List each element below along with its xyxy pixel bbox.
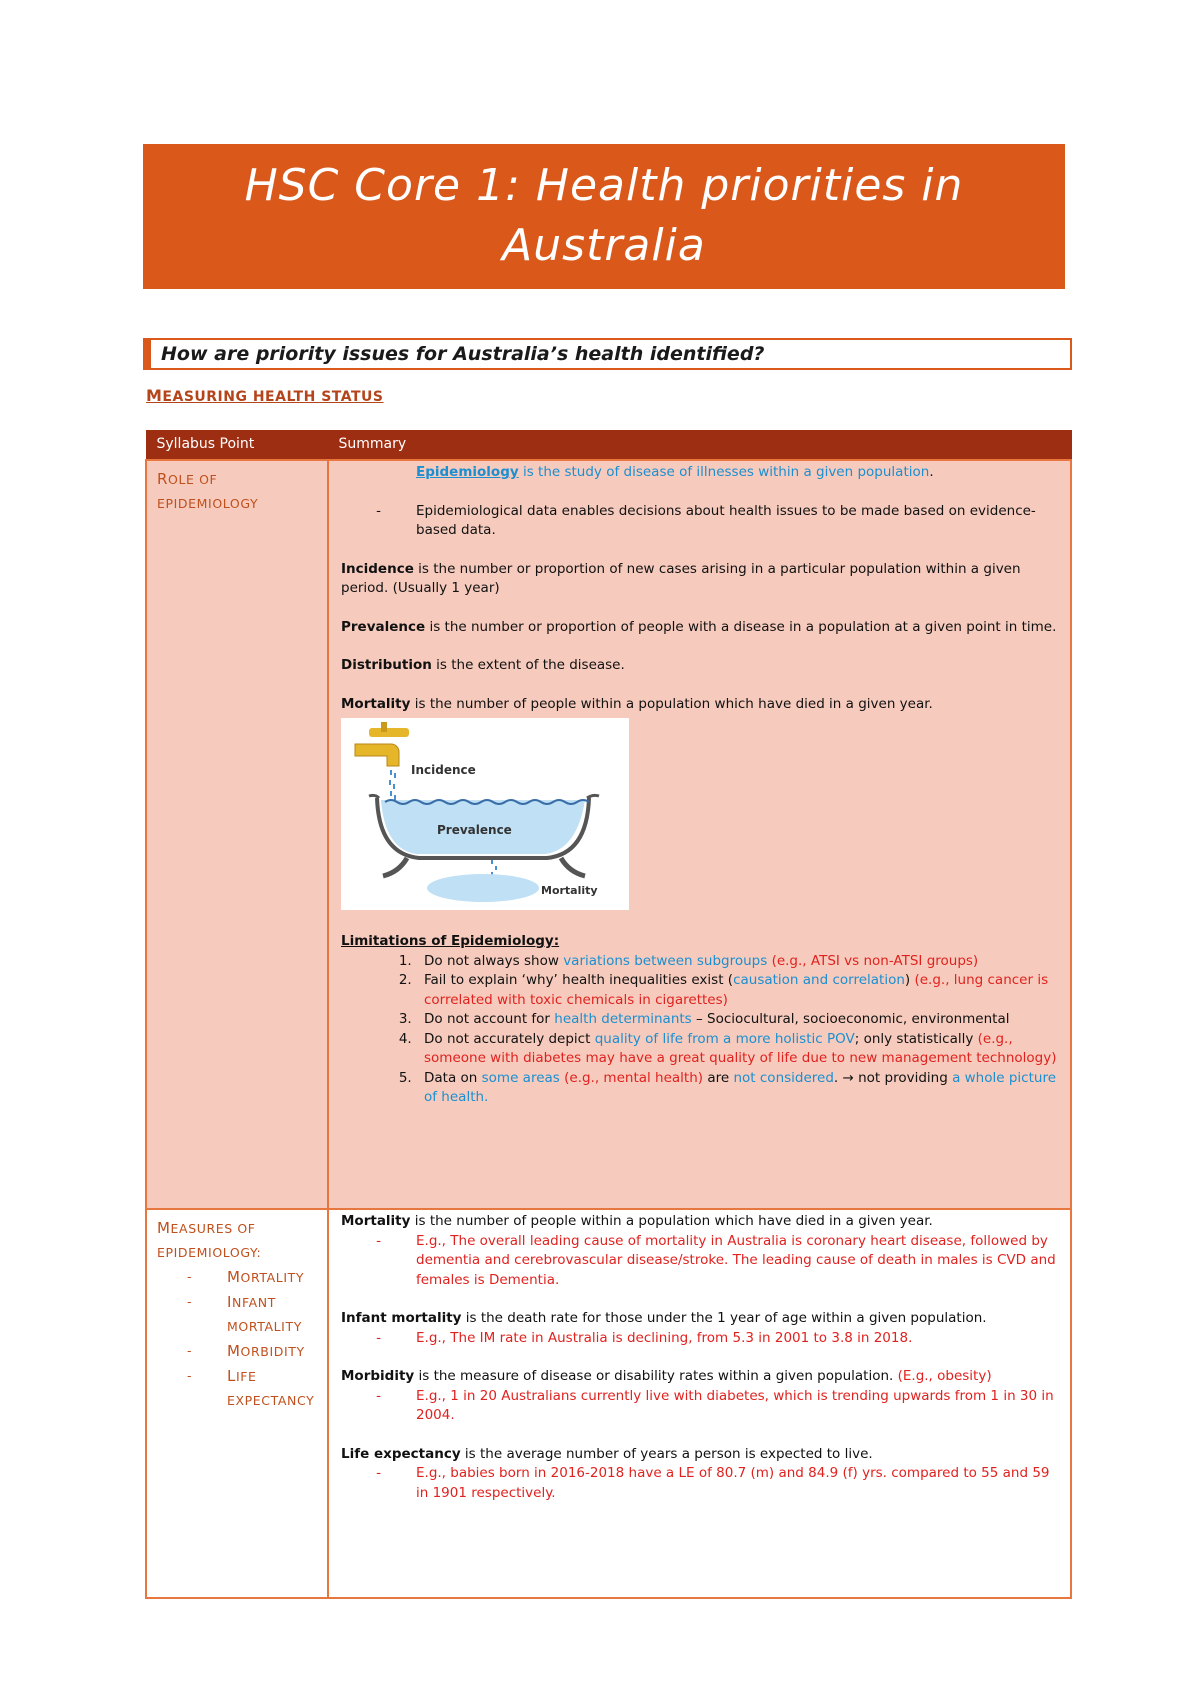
infant-mortality-definition <box>341 1309 1060 1329</box>
item-text: IFE EXPECTANCY <box>227 1369 315 1408</box>
term-life-expectancy: Life expectancy <box>341 1445 461 1462</box>
syllabus-cell-role <box>146 460 328 1209</box>
lim-text: Do not accurately depict <box>424 1030 595 1047</box>
section-question: How are priority issues for Australia’s health identified? <box>143 338 1072 370</box>
dash-text: Epidemiological data enables decisions about health issues to be made based on evidence-based data. <box>416 502 1036 538</box>
list-item <box>416 1069 1060 1108</box>
measures-list <box>157 1265 317 1413</box>
dash-item: - E.g., 1 in 20 Australians currently live with diabetes, which is trending upwards from 1 in 30 in 2004. <box>341 1387 1060 1426</box>
term-mortality: Mortality <box>341 695 411 712</box>
bathtub-diagram <box>341 718 629 910</box>
epidemiology-definition <box>341 463 1060 483</box>
syllabus-initial: R <box>157 470 169 488</box>
item-initial: M <box>227 1342 241 1360</box>
syllabus-text: EASURES OF <box>170 1221 256 1236</box>
lim-example: (e.g., mental health) <box>559 1069 704 1086</box>
lim-text: Do not always show <box>424 952 564 969</box>
term-epidemiology: Epidemiology <box>416 464 519 480</box>
lim-highlight: variations between subgroups <box>563 952 768 969</box>
distribution-definition <box>341 656 1060 676</box>
term-distribution: Distribution <box>341 657 432 673</box>
dash-item: - E.g., The overall leading cause of mortality in Australia is coronary heart disease, followed by dementia and cerebrovascular disease/stroke. The leading cause of death in males is CVD and females is Dementia. <box>341 1232 1060 1291</box>
lim-highlight: health determinants <box>554 1011 692 1027</box>
item-initial: L <box>227 1367 236 1385</box>
lim-text: . → not providing <box>833 1069 953 1086</box>
syllabus-text: EPIDEMIOLOGY: <box>157 1245 262 1260</box>
lim-highlight: causation and correlation <box>733 972 905 988</box>
syllabus-text: OLE OF <box>168 472 218 487</box>
def-prevalence: is the number or proportion of people with a disease in a population at a given point in time. <box>425 618 1057 635</box>
prevalence-definition <box>341 618 1060 638</box>
item-initial: I <box>227 1293 233 1311</box>
period: . <box>929 464 934 480</box>
example-mortality: E.g., The overall leading cause of mortality in Australia is coronary heart disease, followed by dementia and cerebrovascular disease/stroke. The leading cause of death in males is CVD and females is Dementia. <box>416 1232 1056 1288</box>
item-text: ORTALITY <box>240 1270 305 1285</box>
lim-highlight: some areas <box>481 1069 560 1086</box>
lim-text: ; only statistically <box>854 1030 978 1047</box>
table-row <box>146 460 1071 1209</box>
item-text: ORBIDITY <box>240 1344 305 1359</box>
syllabus-table <box>145 430 1072 1599</box>
mortality-definition <box>341 695 1060 715</box>
def-morbidity: is the measure of disease or disability rates within a given population. <box>414 1368 898 1384</box>
term-infant-mortality: Infant mortality <box>341 1310 462 1326</box>
diagram-label-mortality: Mortality <box>541 884 598 897</box>
term-morbidity: Morbidity <box>341 1368 415 1384</box>
list-item <box>416 1030 1060 1069</box>
dash-item: - E.g., babies born in 2016-2018 have a LE of 80.7 (m) and 84.9 (f) yrs. compared to 55 and 59 in 1901 respectively. <box>341 1464 1060 1503</box>
lim-example: (e.g., lung cancer is correlated with toxic chemicals in cigarettes) <box>424 972 1049 1008</box>
header-summary: Summary <box>328 431 1071 461</box>
morbidity-definition <box>341 1367 1060 1387</box>
life-expectancy-definition <box>341 1445 1060 1465</box>
lim-text: ) <box>904 972 915 988</box>
page-title: HSC Core 1: Health priorities in Australia <box>143 144 1065 289</box>
lim-text: Fail to explain ‘why’ health inequalities exist ( <box>424 972 734 988</box>
syllabus-initial: M <box>157 1219 171 1237</box>
diagram-label-prevalence: Prevalence <box>437 823 512 837</box>
summary-cell-measures <box>328 1209 1071 1598</box>
mortality-definition <box>341 1212 1060 1232</box>
faucet-icon <box>369 728 409 737</box>
list-item <box>187 1290 317 1339</box>
list-item <box>416 1010 1060 1030</box>
list-item <box>416 952 1060 972</box>
dash-item: - E.g., The IM rate in Australia is declining, from 5.3 in 2001 to 3.8 in 2018. <box>341 1329 1060 1349</box>
list-item <box>187 1339 317 1364</box>
term-prevalence: Prevalence <box>341 618 426 635</box>
item-initial: M <box>227 1268 241 1286</box>
term-mortality: Mortality <box>341 1213 411 1229</box>
list-item <box>187 1265 317 1290</box>
limitations-title: Limitations of Epidemiology: <box>341 933 560 949</box>
item-text: NFANT MORTALITY <box>227 1295 302 1334</box>
def-infant-mortality: is the death rate for those under the 1 year of age within a given population. <box>461 1310 987 1326</box>
summary-cell-role <box>328 460 1071 1209</box>
lim-highlight: a whole picture of health. <box>424 1069 1056 1105</box>
diagram-label-incidence: Incidence <box>411 763 476 777</box>
example-morbidity: E.g., 1 in 20 Australians currently live with diabetes, which is trending upwards from 1 in 30 in 2004. <box>416 1387 1054 1423</box>
term-incidence: Incidence <box>341 560 414 577</box>
list-item <box>187 1364 317 1413</box>
example-life-expectancy: E.g., babies born in 2016-2018 have a LE of 80.7 (m) and 84.9 (f) yrs. compared to 55 and 59 in 1901 respectively. <box>416 1465 1050 1501</box>
example-infant-mortality: E.g., The IM rate in Australia is declining, from 5.3 in 2001 to 3.8 in 2018. <box>416 1329 913 1346</box>
lim-text: Do not account for <box>424 1011 555 1027</box>
section-heading-rest: EASURING HEALTH STATUS <box>162 389 384 405</box>
lim-highlight: not considered <box>733 1069 834 1086</box>
def-mortality: is the number of people within a population which have died in a given year. <box>410 1213 933 1229</box>
dash-item: - Epidemiological data enables decisions about health issues to be made based on evidence-based data. <box>341 502 1060 541</box>
table-row <box>146 1209 1071 1598</box>
lim-example: (e.g., ATSI vs non-ATSI groups) <box>767 952 979 969</box>
morbidity-example-inline: (E.g., obesity) <box>897 1368 992 1384</box>
lim-text: Data on <box>424 1069 482 1086</box>
def-distribution: is the extent of the disease. <box>431 657 625 673</box>
def-epidemiology: is the study of disease of illnesses within a given population <box>518 464 930 480</box>
section-heading-initial: M <box>146 386 163 405</box>
lim-text: – Sociocultural, socioeconomic, environmental <box>691 1011 1010 1027</box>
def-incidence: is the number or proportion of new cases arising in a particular population within a given period. (Usually 1 year) <box>341 560 1021 596</box>
syllabus-cell-measures <box>146 1209 328 1598</box>
limitations-list <box>341 952 1060 1108</box>
lim-text: are <box>703 1069 734 1086</box>
list-item <box>416 971 1060 1010</box>
section-heading <box>146 386 384 405</box>
def-mortality: is the number of people within a population which have died in a given year. <box>410 695 933 712</box>
def-life-expectancy: is the average number of years a person is expected to live. <box>460 1445 873 1462</box>
lim-highlight: quality of life from a more holistic POV <box>594 1030 855 1047</box>
header-syllabus-point: Syllabus Point <box>146 431 328 461</box>
incidence-definition <box>341 560 1060 599</box>
syllabus-text: EPIDEMIOLOGY <box>157 496 259 511</box>
lim-example: (e.g., someone with diabetes may have a great quality of life due to new management technology) <box>424 1030 1057 1066</box>
